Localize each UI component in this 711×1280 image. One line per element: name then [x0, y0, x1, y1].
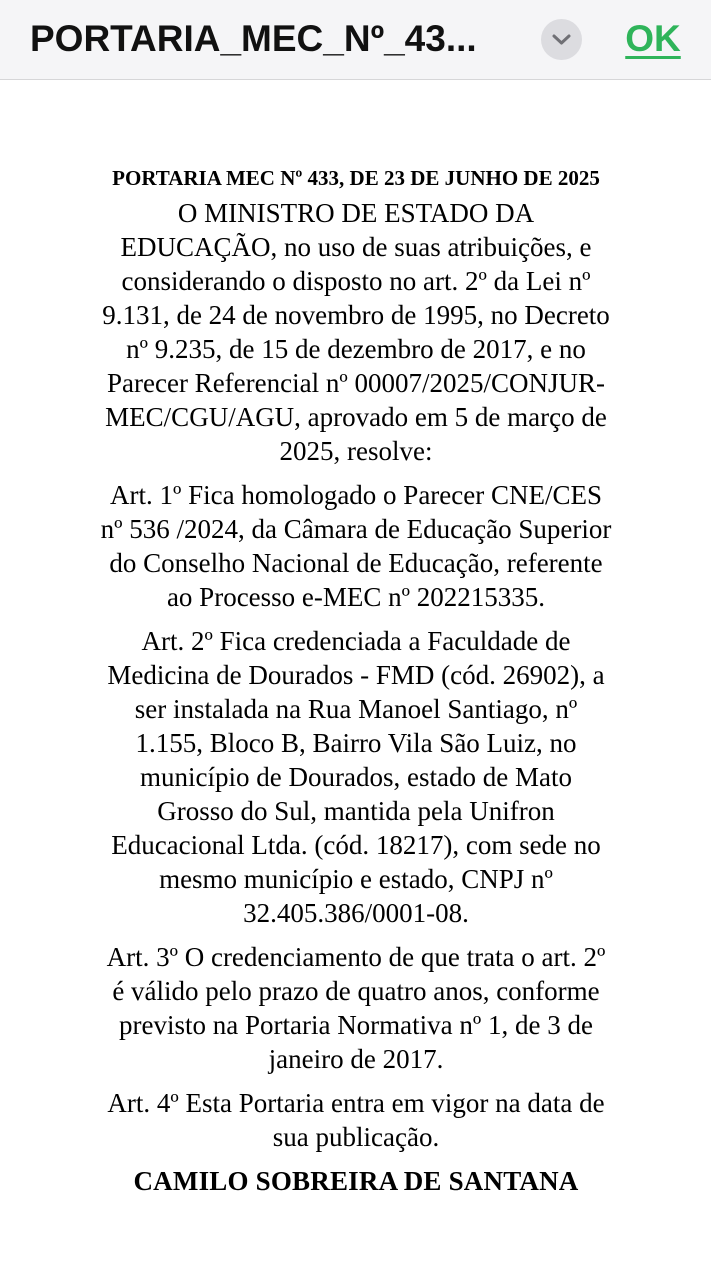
options-button[interactable]: [541, 19, 582, 60]
ok-button[interactable]: OK: [625, 18, 681, 59]
preamble-paragraph: O MINISTRO DE ESTADO DA EDUCAÇÃO, no uso de suas atribuições, e considerando o disposto no art. 2º da Lei nº 9.131, de 24 de novembro de 1995, no Decreto nº 9.235, de 15 de dezembro de 2017, e no Parecer Referencial nº 00007/2025/CONJUR-MEC/CGU/AGU, aprovado em 5 de março de 2025, resolve:: [102, 198, 610, 466]
signature: CAMILO SOBREIRA DE SANTANA: [133, 1166, 579, 1196]
article-2-paragraph: Art. 2º Fica credenciada a Faculdade de Medicina de Dourados - FMD (cód. 26902), a ser instalada na Rua Manoel Santiago, nº 1.155, Bloco B, Bairro Vila São Luiz, no município de Dourados, estado de Mato Grosso do Sul, mantida pela Unifron Educacional Ltda. (cód. 18217), com sede no mesmo município e estado, CNPJ nº 32.405.386/0001-08.: [107, 626, 605, 928]
article-4-paragraph: Art. 4º Esta Portaria entra em vigor na data de sua publicação.: [107, 1088, 605, 1152]
document-title: PORTARIA_MEC_Nº_43...: [30, 18, 477, 59]
article-1-paragraph: Art. 1º Fica homologado o Parecer CNE/CES nº 536 /2024, da Câmara de Educação Superior do Conselho Nacional de Educação, referente ao Processo e-MEC nº 202215335.: [100, 480, 612, 612]
top-bar: [0, 0, 711, 80]
chevron-down-icon: [551, 31, 572, 48]
document-heading: PORTARIA MEC Nº 433, DE 23 DE JUNHO DE 2025: [112, 166, 600, 190]
document-page: [100, 162, 612, 1198]
article-3-paragraph: Art. 3º O credenciamento de que trata o art. 2º é válido pelo prazo de quatro anos, conforme previsto na Portaria Normativa nº 1, de 3 de janeiro de 2017.: [106, 942, 606, 1074]
